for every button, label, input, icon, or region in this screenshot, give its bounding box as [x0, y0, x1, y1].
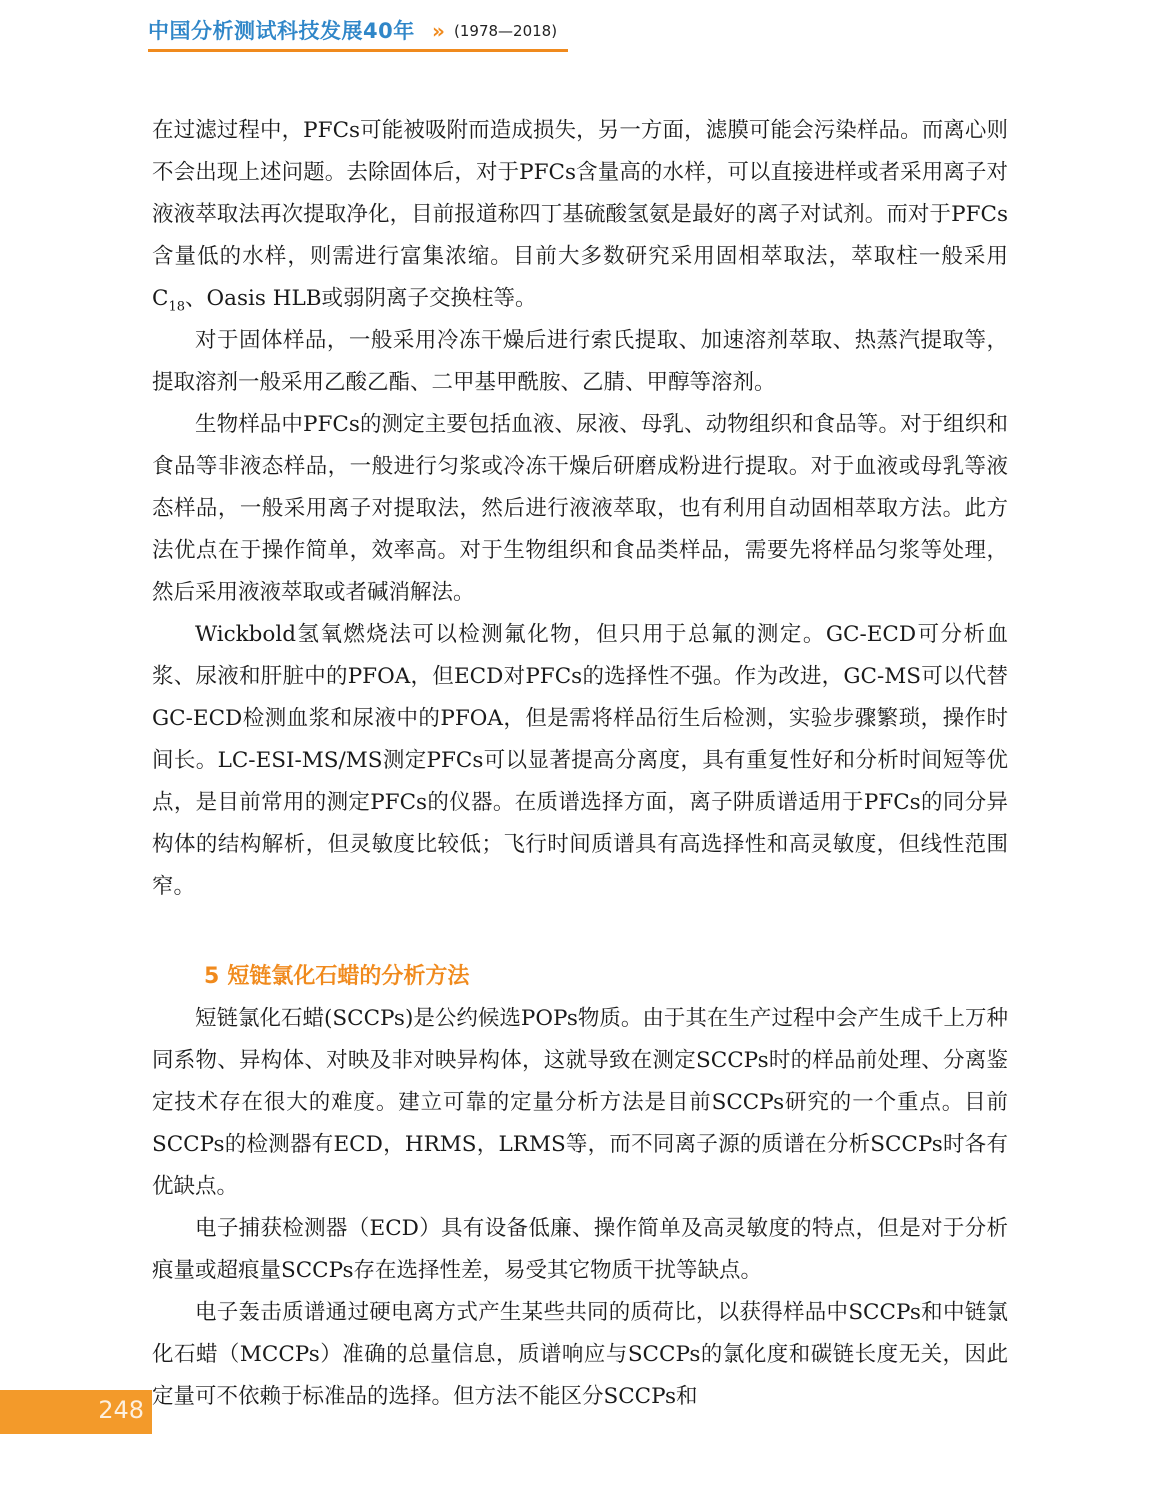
running-header [148, 16, 570, 52]
page-number: 248 [98, 1396, 144, 1424]
body-content [152, 110, 1008, 1418]
paragraph-text-cont: 、Oasis HLB或弱阴离子交换柱等。 [185, 286, 537, 311]
section-number: 5 [204, 964, 220, 989]
paragraph [152, 110, 1008, 320]
paragraph: 短链氯化石蜡(SCCPs)是公约候选POPs物质。由于其在生产过程中会产生成千上万种同系物、异构体、对映及非对映异构体，这就导致在测定SCCPs时的样品前处理、分离鉴定技术存在很大的难度。建立可靠的定量分析方法是目前SCCPs研究的一个重点。目前SCCPs的检测器有ECD，HRMS，LRMS等，而不同离子源的质谱在分析SCCPs时各有优缺点。 [152, 1006, 1008, 1199]
header-years: (1978—2018) [454, 22, 558, 40]
paragraph: 生物样品中PFCs的测定主要包括血液、尿液、母乳、动物组织和食品等。对于组织和食品等非液态样品，一般进行匀浆或冷冻干燥后研磨成粉进行提取。对于血液或母乳等液态样品，一般采用离子对提取法，然后进行液液萃取，也有利用自动固相萃取方法。此方法优点在于操作简单，效率高。对于生物组织和食品类样品，需要先将样品匀浆等处理，然后采用液液萃取或者碱消解法。 [152, 412, 1008, 605]
section-title: 短链氯化石蜡的分析方法 [227, 964, 470, 989]
paragraph: Wickbold氢氧燃烧法可以检测氟化物，但只用于总氟的测定。GC-ECD可分析血浆、尿液和肝脏中的PFOA，但ECD对PFCs的选择性不强。作为改进，GC-MS可以代替GC-ECD检测血浆和尿液中的PFOA，但是需将样品衍生后检测，实验步骤繁琐，操作时间长。LC-ESI-MS/MS测定PFCs可以显著提高分离度，具有重复性好和分析时间短等优点，是目前常用的测定PFCs的仪器。在质谱选择方面，离子阱质谱适用于PFCs的同分异构体的结构解析，但灵敏度比较低；飞行时间质谱具有高选择性和高灵敏度，但线性范围窄。 [152, 622, 1008, 899]
header-title: 中国分析测试科技发展40年 [148, 19, 415, 43]
subscript: 18 [168, 299, 185, 315]
paragraph-text: 在过滤过程中，PFCs可能被吸附而造成损失，另一方面，滤膜可能会污染样品。而离心则不会出现上述问题。去除固体后，对于PFCs含量高的水样，可以直接进样或者采用离子对液液萃取法再次提取净化，目前报道称四丁基硫酸氢氨是最好的离子对试剂。而对于PFCs含量低的水样，则需进行富集浓缩。目前大多数研究采用固相萃取法，萃取柱一般采用C [152, 118, 1008, 311]
section-heading [152, 956, 1008, 998]
header-rule [148, 49, 568, 52]
double-chevron-icon: » [432, 19, 445, 43]
paragraph: 电子捕获检测器（ECD）具有设备低廉、操作简单及高灵敏度的特点，但是对于分析痕量或超痕量SCCPs存在选择性差，易受其它物质干扰等缺点。 [152, 1216, 1008, 1283]
page-number-tab [0, 1390, 152, 1434]
paragraph: 对于固体样品，一般采用冷冻干燥后进行索氏提取、加速溶剂萃取、热蒸汽提取等，提取溶剂一般采用乙酸乙酯、二甲基甲酰胺、乙腈、甲醇等溶剂。 [152, 328, 1008, 395]
paragraph: 电子轰击质谱通过硬电离方式产生某些共同的质荷比，以获得样品中SCCPs和中链氯化石蜡（MCCPs）准确的总量信息，质谱响应与SCCPs的氯化度和碳链长度无关，因此定量可不依赖于标准品的选择。但方法不能区分SCCPs和 [152, 1300, 1008, 1409]
